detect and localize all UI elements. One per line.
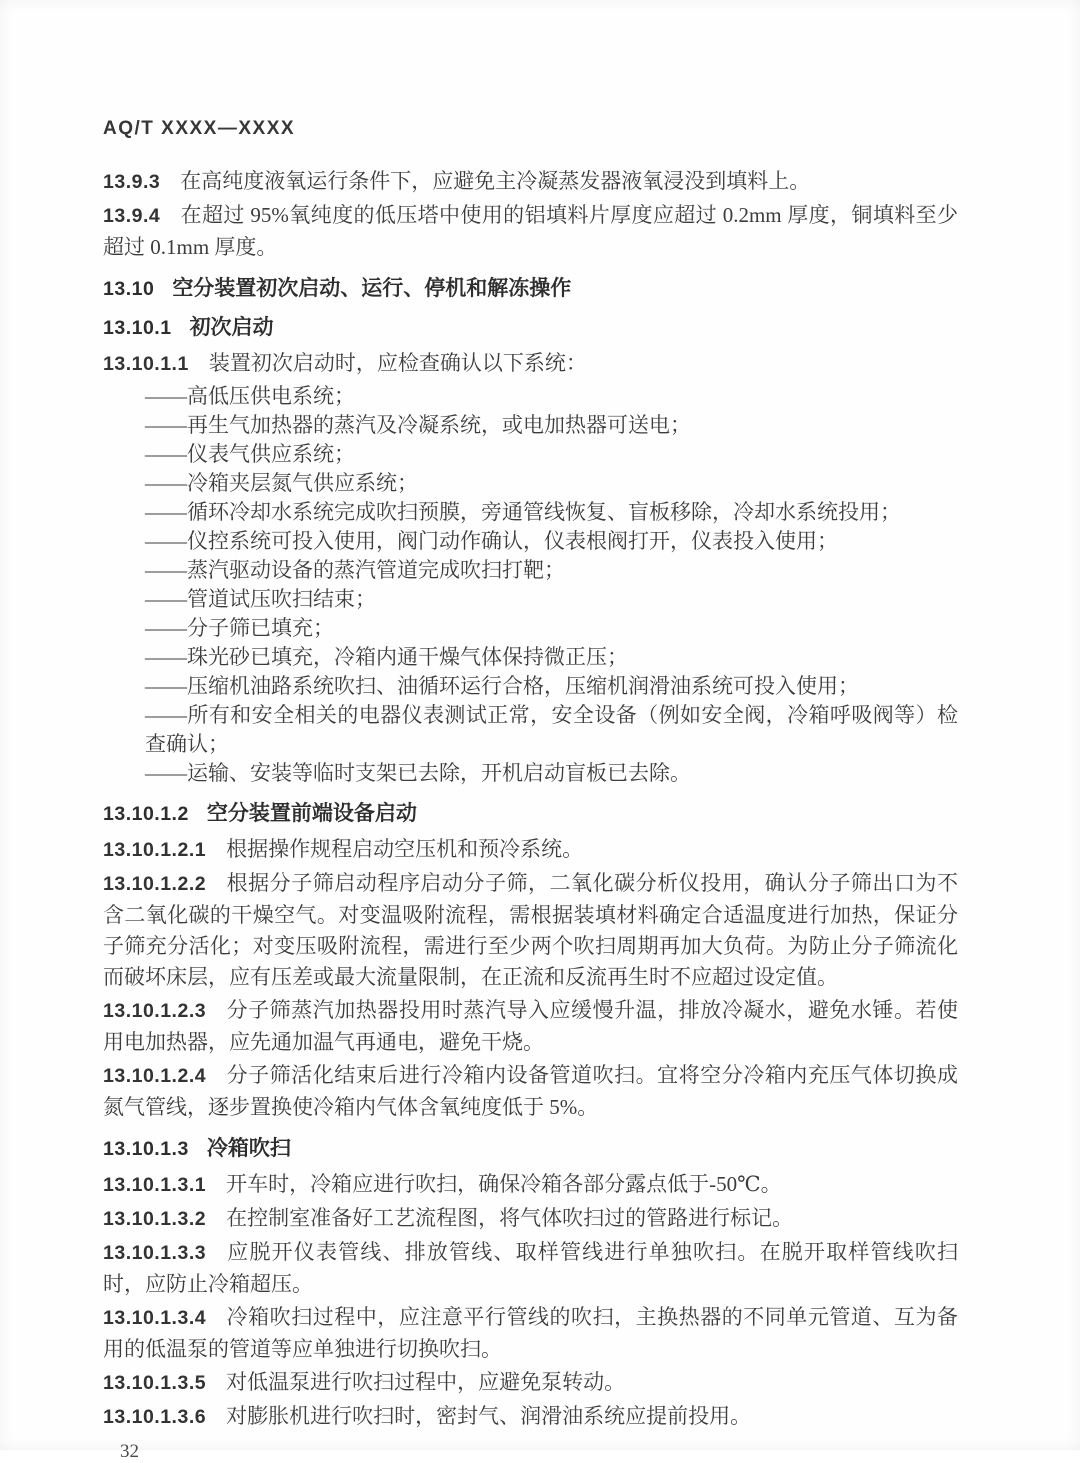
clause-number: 13.10 (103, 278, 155, 300)
clause-number: 13.9.3 (103, 171, 161, 193)
list-item-text: ——仪表气供应系统； (145, 442, 355, 466)
clause-text: 装置初次启动时，应检查确认以下系统： (208, 351, 587, 375)
clause-number: 13.10.1.3.2 (103, 1208, 207, 1230)
list-item (103, 556, 958, 585)
clause-paragraph (103, 868, 958, 993)
list-item-text: ——分子筛已填充； (145, 616, 334, 640)
clause-text: 根据操作规程启动空压机和预冷系统。 (226, 837, 584, 861)
clause-number: 13.10.1 (103, 317, 172, 339)
clause-paragraph (103, 1060, 958, 1123)
clause-number: 13.10.1.3.3 (103, 1242, 207, 1264)
clause-paragraph (103, 1302, 958, 1365)
clause-text: 在高纯度液氧运行条件下，应避免主冷凝蒸发器液氧浸没到填料上。 (180, 169, 811, 193)
page-number: 32 (120, 1441, 139, 1462)
clause-text: 应脱开仪表管线、排放管线、取样管线进行单独吹扫。在脱开取样管线吹扫时，应防止冷箱超压。 (103, 1240, 958, 1296)
list-item (103, 672, 958, 701)
document-content (103, 166, 958, 1433)
list-item (103, 498, 958, 527)
clause-number: 13.10.1.3.4 (103, 1307, 207, 1329)
clause-paragraph (103, 1367, 958, 1399)
clause-paragraph (103, 834, 958, 866)
section-heading (103, 276, 958, 302)
clause-paragraph (103, 348, 958, 380)
clause-text: 对低温泵进行吹扫过程中，应避免泵转动。 (226, 1370, 626, 1394)
clause-text: 初次启动 (189, 316, 274, 339)
list-item-text: ——压缩机油路系统吹扫、油循环运行合格，压缩机润滑油系统可投入使用； (145, 674, 859, 698)
list-item (103, 701, 958, 759)
clause-paragraph (103, 166, 958, 198)
list-item-text: ——所有和安全相关的电器仪表测试正常，安全设备（例如安全阀，冷箱呼吸阀等）检查确认； (145, 703, 958, 756)
clause-number: 13.10.1.1 (103, 353, 189, 375)
list-item (103, 411, 958, 440)
clause-number: 13.10.1.3 (103, 1138, 189, 1160)
list-item (103, 440, 958, 469)
clause-number: 13.10.1.2.2 (103, 873, 207, 895)
section-heading (103, 801, 958, 827)
list-item-text: ——再生气加热器的蒸汽及冷凝系统，或电加热器可送电； (145, 413, 691, 437)
clause-text: 冷箱吹扫 (206, 1137, 291, 1160)
list-item (103, 469, 958, 498)
list-item-text: ——蒸汽驱动设备的蒸汽管道完成吹扫打靶； (145, 558, 565, 582)
clause-text: 冷箱吹扫过程中，应注意平行管线的吹扫，主换热器的不同单元管道、互为备用的低温泵的管道等应单独进行切换吹扫。 (103, 1305, 958, 1361)
section-heading (103, 1136, 958, 1162)
clause-text: 分子筛活化结束后进行冷箱内设备管道吹扫。宜将空分冷箱内充压气体切换成氮气管线，逐步置换使冷箱内气体含氧纯度低于 5%。 (103, 1063, 958, 1119)
document-header: AQ/T XXXX—XXXX (103, 118, 296, 139)
clause-paragraph (103, 200, 958, 263)
clause-number: 13.10.1.2.4 (103, 1065, 207, 1087)
list-item (103, 759, 958, 788)
section-heading (103, 315, 958, 341)
clause-paragraph (103, 1237, 958, 1300)
clause-number: 13.10.1.3.1 (103, 1174, 207, 1196)
list-item (103, 643, 958, 672)
list-item (103, 382, 958, 411)
clause-text: 对膨胀机进行吹扫时，密封气、润滑油系统应提前投用。 (226, 1404, 752, 1428)
clause-text: 开车时，冷箱应进行吹扫，确保冷箱各部分露点低于-50℃。 (226, 1172, 782, 1196)
clause-paragraph (103, 1169, 958, 1201)
clause-paragraph (103, 1401, 958, 1433)
list-item-text: ——管道试压吹扫结束； (145, 587, 376, 611)
clause-paragraph (103, 995, 958, 1058)
clause-text: 分子筛蒸汽加热器投用时蒸汽导入应缓慢升温，排放冷凝水，避免水锤。若使用电加热器，应先通加温气再通电，避免干烧。 (103, 998, 958, 1054)
list-item-text: ——冷箱夹层氮气供应系统； (145, 471, 418, 495)
clause-number: 13.9.4 (103, 205, 161, 227)
clause-number: 13.10.1.2 (103, 803, 189, 825)
clause-text: 在超过 95%氧纯度的低压塔中使用的铝填料片厚度应超过 0.2mm 厚度，铜填料至少超过 0.1mm 厚度。 (103, 203, 958, 259)
clause-paragraph (103, 1203, 958, 1235)
list-item-text: ——珠光砂已填充，冷箱内通干燥气体保持微正压； (145, 645, 628, 669)
list-item-text: ——运输、安装等临时支架已去除，开机启动盲板已去除。 (145, 761, 691, 785)
list-item-text: ——高低压供电系统； (145, 384, 355, 408)
list-item-text: ——仪控系统可投入使用，阀门动作确认，仪表根阀打开，仪表投入使用； (145, 529, 838, 553)
clause-number: 13.10.1.2.3 (103, 1000, 207, 1022)
list-item (103, 585, 958, 614)
clause-text: 空分装置前端设备启动 (206, 802, 417, 825)
list-item (103, 614, 958, 643)
clause-number: 13.10.1.3.6 (103, 1406, 207, 1428)
clause-text: 在控制室准备好工艺流程图，将气体吹扫过的管路进行标记。 (226, 1206, 794, 1230)
list-item-text: ——循环冷却水系统完成吹扫预膜，旁通管线恢复、盲板移除，冷却水系统投用； (145, 500, 901, 524)
clause-number: 13.10.1.2.1 (103, 839, 207, 861)
clause-number: 13.10.1.3.5 (103, 1372, 207, 1394)
clause-text: 空分装置初次启动、运行、停机和解冻操作 (172, 277, 572, 300)
clause-text: 根据分子筛启动程序启动分子筛，二氧化碳分析仪投用，确认分子筛出口为不含二氧化碳的干燥空气。对变温吸附流程，需根据装填材料确定合适温度进行加热，保证分子筛充分活化；对变压吸附流程，需进行至少两个吹扫周期再加大负荷。为防止分子筛流化而破坏床层，应有压差或最大流量限制，在正流和反流再生时不应超过设定值。 (103, 871, 958, 989)
list-item (103, 527, 958, 556)
